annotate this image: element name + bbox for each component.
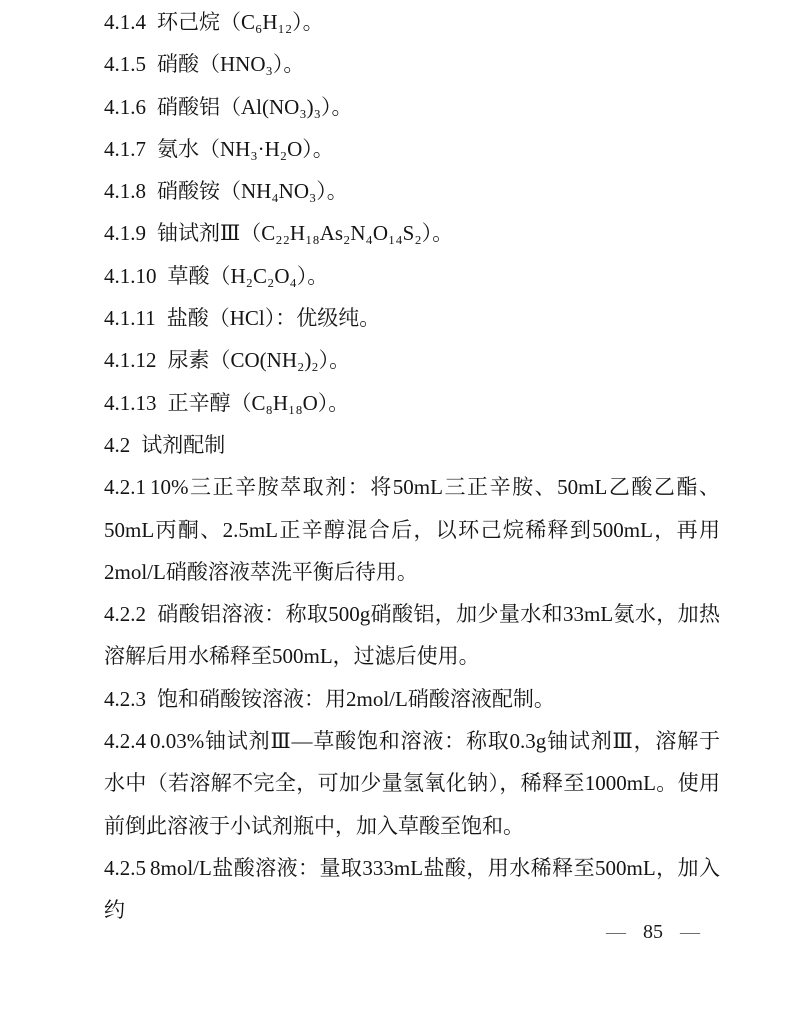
clause-number: 4.1.13 <box>104 390 157 415</box>
clause-text: 硝酸（HNO₃）。 <box>157 52 305 77</box>
clause-paragraph <box>104 43 720 85</box>
clause-number: 4.2.2 <box>104 602 146 627</box>
clause-paragraph <box>104 424 720 466</box>
page-number: 85 <box>643 921 663 943</box>
clause-paragraph <box>104 382 720 424</box>
clause-text: 草酸（H₂C₂O₄）。 <box>167 263 329 288</box>
clause-paragraph <box>104 255 720 297</box>
clause-paragraph <box>104 128 720 170</box>
clause-text: 尿素（CO(NH₂)₂）。 <box>167 348 351 373</box>
clause-number: 4.2.3 <box>104 686 146 711</box>
clause-text: 0.03%铀试剂Ⅲ—草酸饱和溶液：称取0.3g铀试剂Ⅲ，溶解于水中（若溶解不完全，可加少量氢氧化钠），稀释至1000mL。使用前倒此溶液于小试剂瓶中，加入草酸至饱和。 <box>104 729 720 838</box>
page-number-dash-left: — <box>606 921 626 943</box>
clause-paragraph <box>104 297 720 339</box>
clause-paragraph <box>104 86 720 128</box>
clause-number: 4.1.11 <box>104 306 156 331</box>
page-footer <box>606 918 700 946</box>
clause-number: 4.1.8 <box>104 179 146 204</box>
clause-paragraph <box>104 170 720 212</box>
clause-paragraph <box>104 678 720 720</box>
clause-number: 4.1.5 <box>104 52 146 77</box>
clause-number: 4.1.9 <box>104 221 146 246</box>
clause-text: 氨水（NH₃·H₂O）。 <box>157 136 334 161</box>
clause-text: 盐酸（HCl）：优级纯。 <box>166 306 381 331</box>
clause-paragraph <box>104 593 720 678</box>
clause-paragraph <box>104 339 720 381</box>
clause-number: 4.1.7 <box>104 136 146 161</box>
clause-number: 4.1.12 <box>104 348 157 373</box>
clause-paragraph <box>104 212 720 254</box>
clause-text: 铀试剂Ⅲ（C₂₂H₁₈As₂N₄O₁₄S₂）。 <box>157 221 454 246</box>
clause-paragraph <box>104 466 720 593</box>
clause-text: 试剂配制 <box>141 432 226 457</box>
clause-text: 硝酸铝溶液：称取500g硝酸铝，加少量水和33mL氨水，加热溶解后用水稀释至500mL，过滤后使用。 <box>104 602 720 669</box>
clause-paragraph <box>104 1 720 43</box>
clause-text: 10%三正辛胺萃取剂：将50mL三正辛胺、50mL乙酸乙酯、50mL丙酮、2.5mL正辛醇混合后，以环己烷稀释到500mL，再用2mol/L硝酸溶液萃洗平衡后待用。 <box>104 475 720 584</box>
clause-number: 4.2 <box>104 432 131 457</box>
page-number-dash-right: — <box>680 921 700 943</box>
clause-text: 饱和硝酸铵溶液：用2mol/L硝酸溶液配制。 <box>157 686 555 711</box>
clause-text: 环己烷（C₆H₁₂）。 <box>157 10 324 34</box>
clause-text: 8mol/L盐酸溶液：量取333mL盐酸，用水稀释至500mL，加入约 <box>104 855 720 923</box>
clause-text: 硝酸铵（NH₄NO₃）。 <box>157 179 348 204</box>
clause-text: 硝酸铝（Al(NO₃)₃）。 <box>157 94 353 119</box>
clause-number: 4.1.4 <box>104 10 146 34</box>
clause-number: 4.1.6 <box>104 94 146 119</box>
clause-text: 正辛醇（C₈H₁₈O）。 <box>167 390 350 415</box>
document-body <box>104 1 720 932</box>
clause-number: 4.2.5 <box>104 855 146 880</box>
clause-number: 4.2.4 <box>104 729 146 754</box>
clause-number: 4.2.1 <box>104 475 146 500</box>
clause-number: 4.1.10 <box>104 263 157 288</box>
clause-paragraph <box>104 720 720 847</box>
